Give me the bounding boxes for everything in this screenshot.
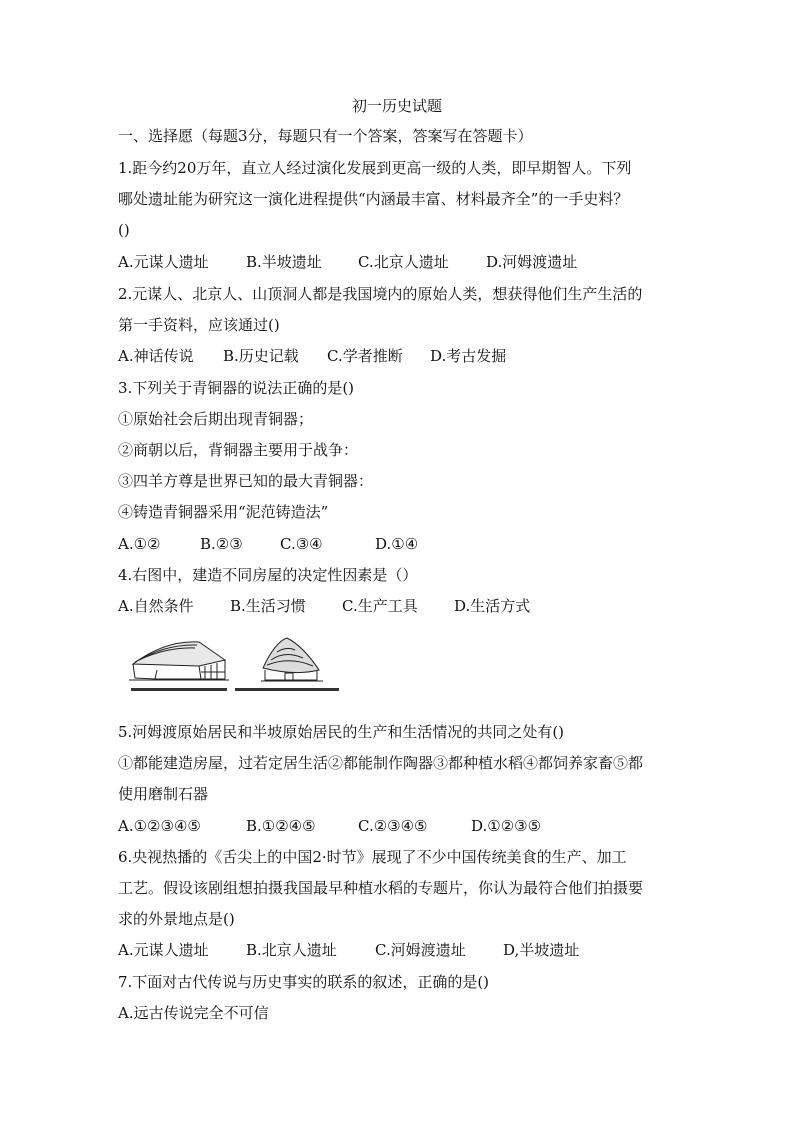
stilt-house-illustration bbox=[129, 642, 229, 680]
question-5-line-2: ①都能建造房屋，过若定居生活②都能制作陶器③都种植水稻④都饲养家畜⑤都 bbox=[118, 754, 644, 772]
option-c: C.河姆渡遗址 bbox=[375, 941, 466, 959]
question-5-options bbox=[118, 816, 688, 836]
option-a: A.元谋人遗址 bbox=[118, 941, 209, 959]
option-c: C.北京人遗址 bbox=[358, 253, 449, 271]
question-1-line-2: 哪处遗址能为研究这一演化进程提供“内涵最丰富、材料最齐全”的一手史料？ bbox=[118, 190, 629, 208]
option-b: B.历史记载 bbox=[223, 347, 299, 365]
round-hut-illustration bbox=[261, 638, 323, 681]
question-7-line-2: A.远古传说完全不可信 bbox=[118, 1004, 269, 1022]
question-2-line-1: 2.元谋人、北京人、山顶洞人都是我国境内的原始人类，想获得他们生产生活的 bbox=[118, 285, 643, 303]
question-4-options bbox=[118, 596, 688, 616]
option-d: D.河姆渡遗址 bbox=[486, 253, 578, 271]
option-c: C.③④ bbox=[280, 535, 323, 553]
option-b: B.生活习惯 bbox=[230, 597, 306, 615]
option-b: B.半坡遗址 bbox=[246, 253, 322, 271]
question-3-line-3: ②商朝以后，背铜器主要用于战争： bbox=[118, 441, 359, 459]
question-6-options bbox=[118, 940, 688, 960]
option-a: A.神话传说 bbox=[118, 347, 194, 365]
option-a: A.①② bbox=[118, 535, 161, 553]
section-header: 一、选择愿（每题3分，每题只有一个答案，答案写在答题卡） bbox=[118, 127, 533, 145]
option-d: D.考古发掘 bbox=[430, 347, 507, 365]
option-b: B.①②④⑤ bbox=[246, 817, 316, 835]
option-d: D.①②③⑤ bbox=[471, 817, 542, 835]
question-3-line-1: 3.下列关于青铜器的说法正确的是() bbox=[118, 379, 355, 397]
option-a: A.①②③④⑤ bbox=[118, 817, 201, 835]
question-3-line-2: ①原始社会后期出现青铜器； bbox=[118, 410, 314, 428]
question-2-options bbox=[118, 346, 688, 366]
question-1-line-3: () bbox=[118, 221, 130, 239]
question-6-line-2: 工艺。假设该剧组想拍摄我国最早种植水稻的专题片，你认为最符合他们拍摄要 bbox=[118, 879, 644, 897]
option-d: D.生活方式 bbox=[454, 597, 531, 615]
option-a: A.自然条件 bbox=[118, 597, 194, 615]
question-2-line-2: 第一手资料，应该通过() bbox=[118, 316, 280, 334]
question-6-line-1: 6.央视热播的《舌尖上的中国2·时节》展现了不少中国传统美食的生产、加工 bbox=[118, 848, 627, 866]
question-6-line-3: 求的外景地点是() bbox=[118, 910, 235, 928]
question-3-line-5: ④铸造青铜器采用“泥范铸造法” bbox=[118, 503, 329, 521]
option-a: A.元谋人遗址 bbox=[118, 253, 209, 271]
question-5-line-1: 5.河姆渡原始居民和半坡原始居民的生产和生活情况的共同之处有() bbox=[118, 723, 565, 741]
question-7-line-1: 7.下面对古代传说与历史事实的联系的叙述，正确的是() bbox=[118, 973, 490, 991]
question-1-line-1: 1.距今约20万年，直立人经过演化发展到更高一级的人类，即早期智人。下列 bbox=[118, 159, 632, 177]
option-b: B.北京人遗址 bbox=[246, 941, 337, 959]
question-5-line-3: 使用磨制石器 bbox=[118, 785, 209, 803]
option-c: C.②③④⑤ bbox=[358, 817, 428, 835]
houses-figure bbox=[125, 632, 360, 700]
figure-caption-marks bbox=[131, 688, 339, 691]
question-3-line-4: ③四羊方尊是世界已知的最大青铜器： bbox=[118, 472, 374, 490]
question-1-options bbox=[118, 252, 688, 272]
option-c: C.生产工具 bbox=[342, 597, 418, 615]
question-4-line-1: 4.右图中，建造不同房屋的决定性因素是（） bbox=[118, 566, 418, 584]
option-c: C.学者推断 bbox=[327, 347, 403, 365]
option-d: D.①④ bbox=[375, 535, 419, 553]
option-b: B.②③ bbox=[200, 535, 243, 553]
option-d: D,半坡遗址 bbox=[503, 941, 580, 959]
page-title: 初一历史试题 bbox=[351, 97, 442, 115]
question-3-options bbox=[118, 534, 688, 554]
